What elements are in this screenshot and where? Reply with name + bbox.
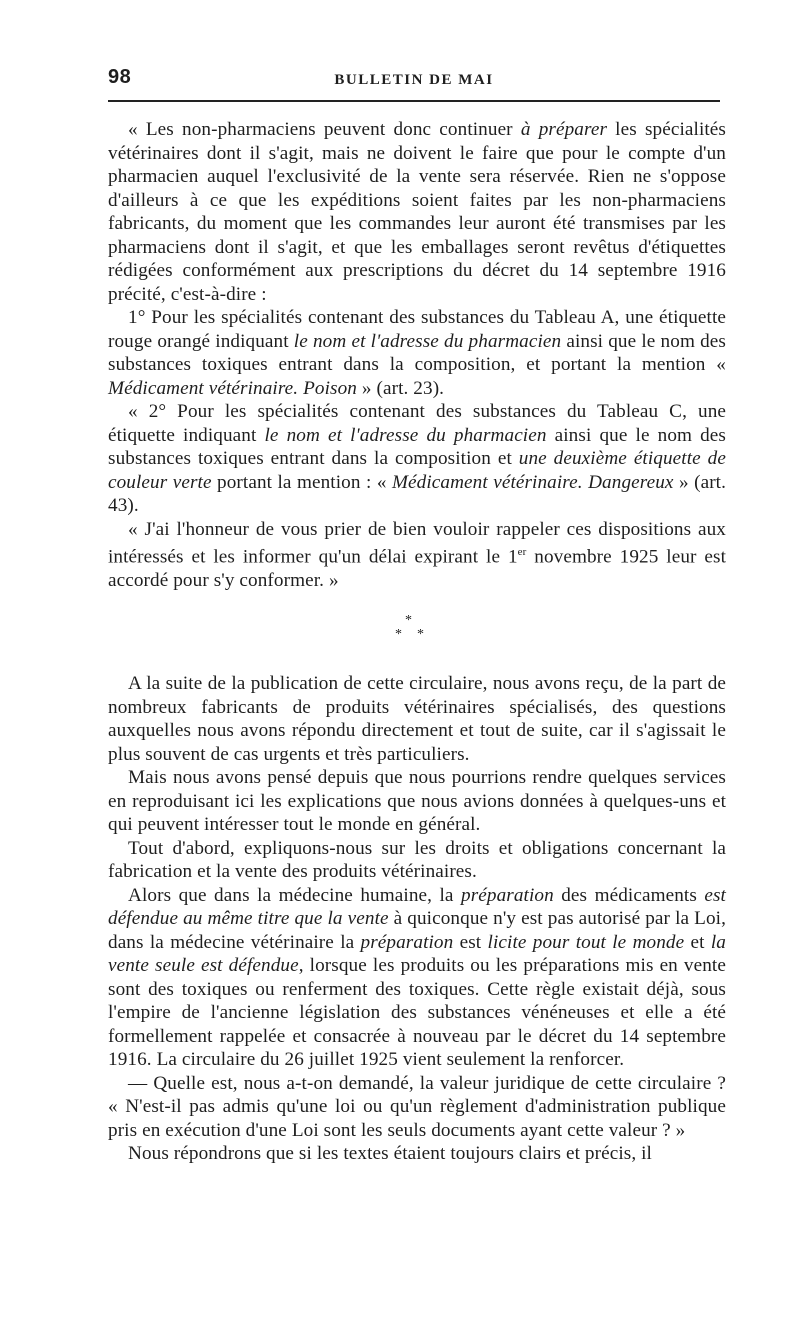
- body-text: [108, 118, 726, 1166]
- section-separator: [108, 592, 726, 672]
- paragraph-6: Mais nous avons pensé depuis que nous pourrions rendre quelques services en reproduisant ici les explications que nous avions données à quelques-uns et qui peuvent intéresser tout le monde en général.: [108, 767, 726, 836]
- page-number: 98: [108, 66, 132, 88]
- paragraph-1: « Les non-pharmaciens peuvent donc continuer à préparer les spécialités vétérinaires dont il s'agit, mais ne doivent le faire que pour le compte d'un pharmacien auquel l'exclusivité de la vente sera réservée. Rien ne s'oppose d'ailleurs à ce que les expéditions soient faites par les non-pharmaciens fabricants, du moment que les commandes leur auront été transmises par les pharmaciens dont il s'agit, et que les emballages seront revêtus d'étiquettes rédigées conformément aux prescriptions du décret du 14 septembre 1916 précité, c'est-à-dire :: [108, 119, 726, 305]
- asterisk-icon: *: [405, 613, 412, 629]
- asterisk-icon: *: [395, 627, 402, 643]
- paragraph-3: « 2° Pour les spécialités contenant des substances du Tableau C, une étiquette indiquant le nom et l'adresse du pharmacien ainsi que le nom des substances toxiques entrant dans la composition et une deuxième étiquette de couleur verte portant la mention : « Médicament vétérinaire. Dangereux » (art. 43).: [108, 401, 727, 516]
- paragraph-10: Nous répondrons que si les textes étaient toujours clairs et précis, il: [128, 1143, 652, 1165]
- paragraph-8: Alors que dans la médecine humaine, la préparation des médicaments est défendue au même titre que la vente à quiconque n'y est pas autorisé par la Loi, dans la médecine vétérinaire la préparation est licite pour tout le monde et la vente seule est défendue, lorsque les produits ou les préparations mis en vente sont des toxiques ou renferment des toxiques. Cette règle existait déjà, sous l'empire de l'ancienne législation des substances vénéneuses et elle a été formellement rappelée et consacrée à nouveau par le décret du 14 septembre 1916. La circulaire du 26 juillet 1925 vient seulement la renforcer.: [108, 884, 726, 1071]
- running-title: BULLETIN DE MAI: [334, 72, 494, 88]
- paragraph-2: 1° Pour les spécialités contenant des substances du Tableau A, une étiquette rouge orangé indiquant le nom et l'adresse du pharmacien ainsi que le nom des substances toxiques entrant dans la composition, et portant la mention « Médicament vétérinaire. Poison » (art. 23).: [108, 307, 726, 399]
- paragraph-7: Tout d'abord, expliquons-nous sur les droits et obligations concernant la fabrication et la vente des produits vétérinaires.: [108, 837, 726, 883]
- asterisk-icon: *: [417, 627, 424, 643]
- page-header: [108, 64, 720, 94]
- header-rule: [108, 100, 720, 102]
- paragraph-9: — Quelle est, nous a-t-on demandé, la valeur juridique de cette circulaire ? « N'est-il pas admis qu'une loi ou qu'un règlement d'administration publique pris en exécution d'une Loi sont les seuls documents ayant cette valeur ? »: [108, 1072, 726, 1141]
- paragraph-4: « J'ai l'honneur de vous prier de bien vouloir rappeler ces dispositions aux intéressés et les informer qu'un délai expirant le 1er novembre 1925 leur est accordé pour s'y conformer. »: [108, 518, 726, 591]
- paragraph-5: A la suite de la publication de cette circulaire, nous avons reçu, de la part de nombreux fabricants de produits vétérinaires spécialisés, des questions auxquelles nous avons répondu directement et tout de suite, car il s'agissait le plus souvent de cas urgents et très particuliers.: [108, 673, 726, 765]
